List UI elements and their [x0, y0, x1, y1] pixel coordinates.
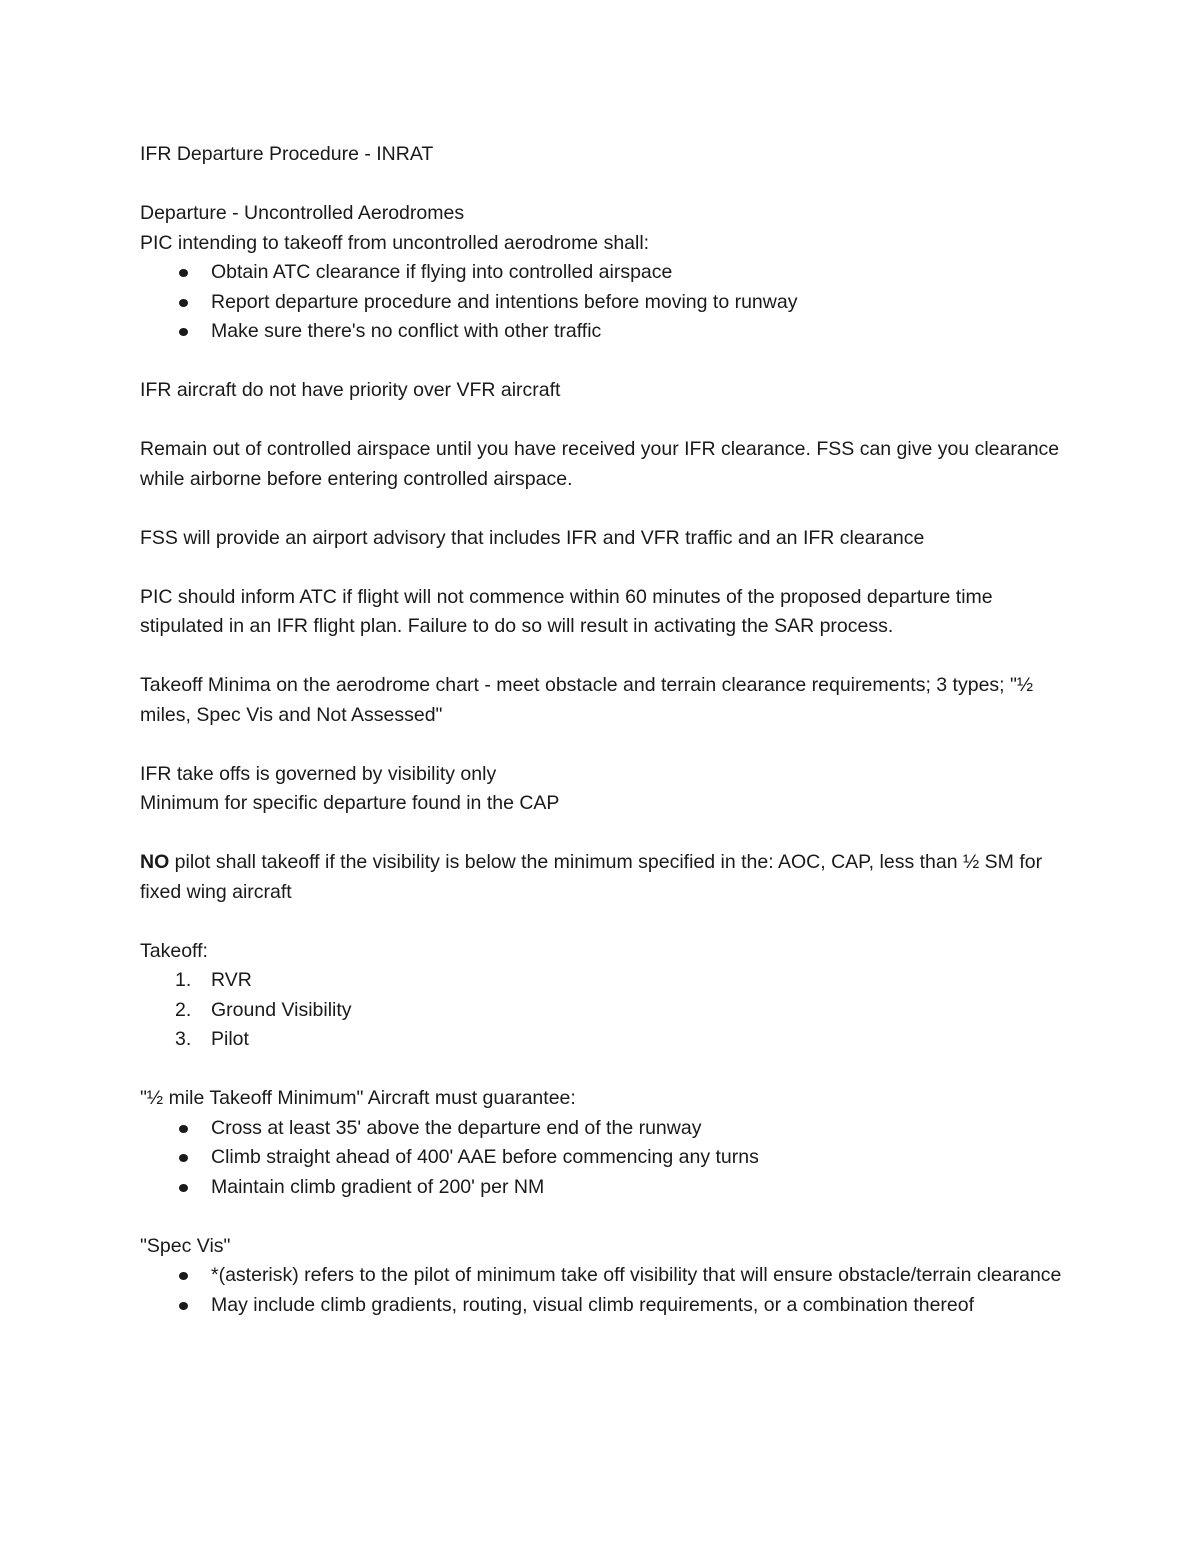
- spec-vis-heading: "Spec Vis": [140, 1234, 231, 1257]
- half-mile-list: [140, 1114, 1080, 1203]
- no-pilot-text: pilot shall takeoff if the visibility is below the minimum specified in the: AOC, CAP, less than ½ SM for fixed wing aircraft: [140, 851, 1043, 903]
- spacer: [140, 1202, 1080, 1232]
- uncontrolled-heading: Departure - Uncontrolled Aerodromes: [140, 202, 465, 224]
- list-item-text: Ground Visibility: [211, 998, 352, 1021]
- takeoff-heading: Takeoff:: [140, 939, 208, 962]
- bullet-icon: [179, 1272, 188, 1280]
- list-item-text: Maintain climb gradient of 200' per NM: [211, 1175, 545, 1198]
- list-item-text: Pilot: [211, 1028, 249, 1050]
- list-number: 3.: [175, 1028, 192, 1050]
- list-item: [140, 1261, 1080, 1291]
- spacer: [140, 170, 1080, 200]
- spec-vis-list: [140, 1261, 1080, 1320]
- bullet-icon: [179, 1184, 188, 1192]
- list-number: 2.: [175, 998, 192, 1021]
- bullet-icon: [179, 1125, 188, 1133]
- spacer: [140, 642, 1080, 672]
- list-item: [140, 1143, 1080, 1173]
- takeoff-list: [140, 966, 1080, 1055]
- spacer: [140, 347, 1080, 377]
- list-item: [140, 966, 1080, 996]
- list-item-text: RVR: [211, 969, 252, 991]
- takeoff-minima-paragraph: Takeoff Minima on the aerodrome chart - meet obstacle and terrain clearance requirements; 3 types; "½ miles, Spec Vis and Not Assessed": [140, 674, 1034, 726]
- spacer: [140, 553, 1080, 583]
- list-item: [140, 317, 1080, 347]
- list-item: [140, 288, 1080, 318]
- spacer: [140, 819, 1080, 849]
- remain-out-paragraph: Remain out of controlled airspace until you have received your IFR clearance. FSS can give you clearance while airborne before entering controlled airspace.: [140, 438, 1060, 490]
- half-mile-heading: "½ mile Takeoff Minimum" Aircraft must guarantee:: [140, 1087, 576, 1109]
- list-item-text: Climb straight ahead of 400' AAE before commencing any turns: [211, 1146, 759, 1168]
- spacer: [140, 1055, 1080, 1085]
- list-item: [140, 1291, 1080, 1321]
- list-item: [140, 258, 1080, 288]
- bullet-icon: [179, 1154, 188, 1162]
- bullet-icon: [179, 299, 188, 307]
- uncontrolled-list: [140, 258, 1080, 347]
- document-title: IFR Departure Procedure - INRAT: [140, 143, 434, 165]
- list-item-text: Cross at least 35' above the departure end of the runway: [211, 1116, 702, 1139]
- list-item: [140, 1173, 1080, 1203]
- list-number: 1.: [175, 969, 192, 991]
- bullet-icon: [179, 1302, 188, 1310]
- list-item: [140, 1114, 1080, 1144]
- spacer: [140, 494, 1080, 524]
- uncontrolled-intro: PIC intending to takeoff from uncontrolled aerodrome shall:: [140, 231, 650, 254]
- visibility-line: IFR take offs is governed by visibility only: [140, 762, 497, 785]
- list-item-text: Make sure there's no conflict with other traffic: [211, 320, 602, 342]
- visibility-line: Minimum for specific departure found in the CAP: [140, 792, 560, 814]
- list-item-text: Obtain ATC clearance if flying into controlled airspace: [211, 261, 673, 283]
- list-item: [140, 1025, 1080, 1055]
- no-pilot-paragraph: [140, 848, 1080, 907]
- priority-paragraph: IFR aircraft do not have priority over VFR aircraft: [140, 379, 561, 401]
- spacer: [140, 730, 1080, 760]
- list-item: [140, 996, 1080, 1026]
- fss-advisory-paragraph: FSS will provide an airport advisory that includes IFR and VFR traffic and an IFR clearance: [140, 526, 925, 549]
- inform-atc-paragraph: PIC should inform ATC if flight will not commence within 60 minutes of the proposed departure time stipulated in an IFR flight plan. Failure to do so will result in activating the SAR process.: [140, 585, 993, 637]
- document-page: [140, 140, 1080, 1320]
- bullet-icon: [179, 269, 188, 277]
- bullet-icon: [179, 328, 188, 336]
- no-emphasis: NO: [140, 851, 170, 873]
- list-item-text: *(asterisk) refers to the pilot of minimum take off visibility that will ensure obstacle/terrain clearance: [211, 1264, 1062, 1286]
- spacer: [140, 907, 1080, 937]
- list-item-text: May include climb gradients, routing, visual climb requirements, or a combination thereof: [211, 1293, 975, 1316]
- spacer: [140, 406, 1080, 436]
- list-item-text: Report departure procedure and intentions before moving to runway: [211, 290, 798, 313]
